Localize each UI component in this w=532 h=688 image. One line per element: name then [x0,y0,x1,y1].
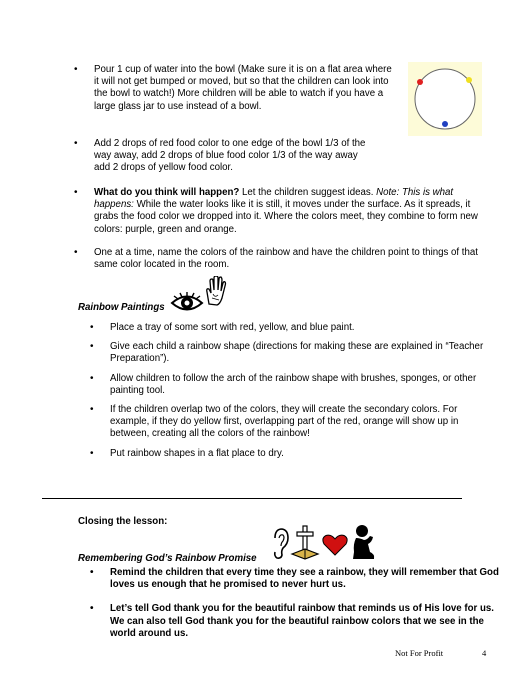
list-item [90,372,490,397]
closing-subheading: Remembering God’s Rainbow Promise [78,553,257,564]
page-number: 4 [482,648,487,658]
list-item [90,603,510,640]
bullet-dot: • [90,404,94,416]
bowl-outline [415,69,475,129]
list-item-text: Pour 1 cup of water into the bowl (Make sure it is on a flat area where it will not get bumped or moved, but so that the children can look into the bowl to watch!) More children will be able to watch if you have a large glass jar to use instead of a bowl. [94,64,392,112]
closing-heading: Closing the lesson: [78,516,168,527]
question-text-2: While the water looks like it is still, it moves under the surface. As it spreads, it grabs the food color we dropped into it. Where the colors meet, they combine to form new colors: purple, green and orange. [94,199,478,235]
ear-icon [271,528,289,560]
cross-bible-icon [290,524,320,560]
rainbow-paintings-heading: Rainbow Paintings [78,302,165,313]
yellow-dot [466,77,472,83]
question-lead: What do you think will happen? [94,187,240,198]
bullet-dot: • [74,247,78,258]
bullet-dot: • [90,603,94,615]
eye-icon [170,292,204,314]
list-item [90,404,490,441]
bowl-diagram [408,62,482,136]
footer-text: Not For Profit [395,648,444,658]
list-item [74,138,372,175]
list-item-text: Allow children to follow the arch of the rainbow shape with brushes, sponges, or other painting tool. [110,372,477,396]
red-dot [417,79,423,85]
intro-list-2 [74,138,372,175]
list-item-text: Add 2 drops of red food color to one edge of the bowl 1/3 of the way away, add 2 drops of blue food color 1/3 of the way away add 2 drops of yellow food color. [94,138,366,174]
list-item [90,567,510,591]
question-text-1: Let the children suggest ideas. [239,187,377,198]
list-item-text: Give each child a rainbow shape (directions for making these are explained in “Teacher Preparation”). [110,341,484,365]
list-item [74,64,394,113]
list-item-text: Remind the children that every time they see a rainbow, they will remember that God loves us enough that he promised to never hurt us. [110,567,499,591]
praying-child-icon [350,524,378,560]
blue-dot [442,121,448,127]
question-note: Note: This is what happens: [94,187,454,211]
list-item-text: One at a time, name the colors of the rainbow and have the children point to things of that same color located in the room. [94,247,478,271]
rainbow-name-list [74,247,494,271]
heart-icon [322,534,348,556]
list-item-text: Place a tray of some sort with red, yellow, and blue paint. [110,322,355,333]
list-item [74,187,494,236]
bullet-dot: • [90,567,94,578]
bullet-dot: • [90,341,94,353]
section-divider [42,498,462,499]
list-item [90,322,490,334]
list-item [90,341,490,365]
closing-list [90,567,510,640]
list-item-text: If the children overlap two of the colors, they will create the secondary colors. For example, if they do yellow first, overlapping part of the red, orange will show up in between, creating all the colors of the rainbow! [110,404,459,440]
bullet-dot: • [74,64,78,75]
hand-icon [203,276,227,306]
bullet-dot: • [90,372,94,384]
question-list [74,187,494,236]
bullet-dot: • [74,138,78,149]
rainbow-paintings-list [90,322,490,460]
list-item-text: Put rainbow shapes in a flat place to dry. [110,447,284,459]
bullet-dot: • [90,322,94,333]
list-item [90,447,490,460]
bullet-dot: • [74,187,78,198]
list-item-text: Let’s tell God thank you for the beautiful rainbow that reminds us of His love for us. We can also tell God thank you for the beautiful rainbow colors that we see in the world around us. [110,603,494,639]
list-item [74,247,494,271]
intro-list [74,64,394,113]
bullet-dot: • [90,447,94,459]
